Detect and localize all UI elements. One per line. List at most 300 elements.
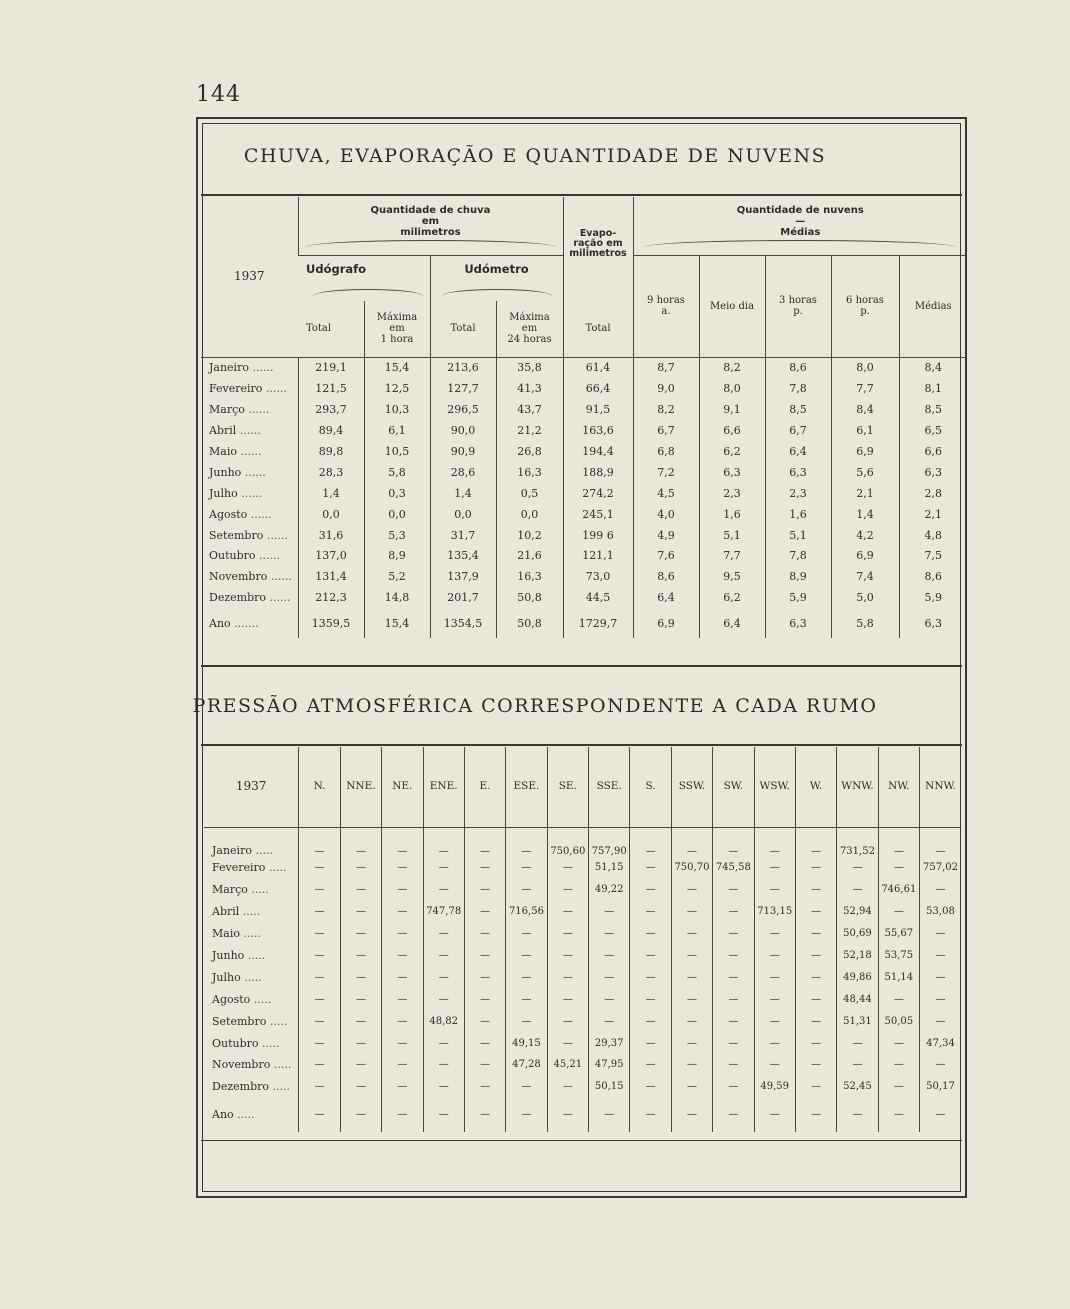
data-cell: — bbox=[713, 1032, 754, 1054]
data-cell: 8,9 bbox=[765, 566, 831, 587]
table-row bbox=[201, 546, 967, 567]
data-cell: — bbox=[340, 966, 381, 988]
data-cell: 194,4 bbox=[563, 441, 633, 462]
data-cell: 9,5 bbox=[699, 566, 765, 587]
data-cell: 6,8 bbox=[633, 441, 699, 462]
data-cell: — bbox=[671, 879, 712, 901]
data-cell: — bbox=[795, 827, 836, 857]
data-cell: — bbox=[464, 1076, 505, 1098]
data-cell: 28,6 bbox=[430, 462, 496, 483]
data-cell: — bbox=[589, 988, 630, 1010]
data-cell: — bbox=[506, 827, 547, 857]
data-cell: — bbox=[754, 1010, 795, 1032]
data-cell: 8,0 bbox=[831, 357, 899, 378]
data-cell: 7,5 bbox=[899, 546, 967, 567]
data-cell: 15,4 bbox=[364, 608, 430, 638]
data-cell: — bbox=[837, 879, 878, 901]
month-label: Novembro ...... bbox=[209, 570, 292, 584]
data-cell: 15,4 bbox=[364, 357, 430, 378]
data-cell: 8,5 bbox=[899, 399, 967, 420]
data-cell: — bbox=[713, 966, 754, 988]
data-cell: 746,61 bbox=[878, 879, 919, 901]
data-cell: 6,4 bbox=[765, 441, 831, 462]
data-cell: 6,3 bbox=[765, 608, 831, 638]
data-cell: 0,0 bbox=[298, 504, 364, 525]
rain-header-line: milimetros bbox=[400, 227, 461, 238]
data-cell: 716,56 bbox=[506, 901, 547, 923]
evap-header-line: ração em bbox=[573, 238, 623, 249]
clouds-header-line: Médias bbox=[780, 227, 821, 238]
data-cell: — bbox=[299, 1032, 340, 1054]
data-cell: — bbox=[589, 1010, 630, 1032]
data-cell: 6,3 bbox=[765, 462, 831, 483]
table-row bbox=[204, 879, 961, 901]
data-cell: — bbox=[382, 857, 423, 879]
data-cell: 21,6 bbox=[496, 546, 563, 567]
direction-header: NW. bbox=[878, 747, 919, 827]
col-total-header: Total bbox=[430, 301, 496, 357]
data-cell: — bbox=[423, 966, 464, 988]
table-row bbox=[204, 945, 961, 967]
data-cell: — bbox=[464, 923, 505, 945]
data-cell: — bbox=[630, 988, 671, 1010]
data-cell: — bbox=[671, 923, 712, 945]
data-cell: 750,70 bbox=[671, 857, 712, 879]
data-cell: — bbox=[878, 857, 919, 879]
data-cell: — bbox=[382, 1076, 423, 1098]
direction-header: NNW. bbox=[920, 747, 962, 827]
data-cell: 89,4 bbox=[298, 420, 364, 441]
section1-title: CHUVA, EVAPORAÇÃO E QUANTIDADE DE NUVENS bbox=[243, 145, 827, 167]
data-cell: — bbox=[754, 923, 795, 945]
data-cell: 1,4 bbox=[298, 483, 364, 504]
data-cell: 296,5 bbox=[430, 399, 496, 420]
data-cell: 0,0 bbox=[430, 504, 496, 525]
data-cell: — bbox=[547, 988, 588, 1010]
month-label: Julho ..... bbox=[212, 970, 262, 984]
udometro-label: Udómetro bbox=[464, 261, 529, 276]
data-cell: 21,2 bbox=[496, 420, 563, 441]
data-cell: 131,4 bbox=[298, 566, 364, 587]
data-cell: 1,4 bbox=[430, 483, 496, 504]
data-cell: 8,4 bbox=[831, 399, 899, 420]
table-row bbox=[204, 966, 961, 988]
data-cell: — bbox=[837, 1098, 878, 1132]
data-cell: — bbox=[423, 988, 464, 1010]
data-cell: — bbox=[754, 879, 795, 901]
divider bbox=[201, 665, 962, 667]
data-cell: 26,8 bbox=[496, 441, 563, 462]
data-cell: — bbox=[754, 827, 795, 857]
data-cell: 188,9 bbox=[563, 462, 633, 483]
data-cell: — bbox=[340, 827, 381, 857]
data-cell: — bbox=[547, 1098, 588, 1132]
data-cell: — bbox=[340, 1098, 381, 1132]
data-cell: 5,8 bbox=[364, 462, 430, 483]
data-cell: — bbox=[547, 879, 588, 901]
data-cell: 6,9 bbox=[831, 546, 899, 567]
direction-header: E. bbox=[464, 747, 505, 827]
data-cell: 5,1 bbox=[699, 525, 765, 546]
data-cell: — bbox=[671, 1054, 712, 1076]
data-cell: — bbox=[506, 945, 547, 967]
data-cell: 293,7 bbox=[298, 399, 364, 420]
divider bbox=[201, 744, 962, 746]
data-cell: — bbox=[878, 1054, 919, 1076]
data-cell: 4,2 bbox=[831, 525, 899, 546]
data-cell: — bbox=[340, 901, 381, 923]
data-cell: — bbox=[589, 901, 630, 923]
data-cell: — bbox=[464, 1032, 505, 1054]
data-cell: 1,6 bbox=[765, 504, 831, 525]
data-cell: — bbox=[754, 945, 795, 967]
col-3h-line: p. bbox=[793, 306, 803, 317]
month-label: Janeiro ..... bbox=[212, 844, 273, 857]
table-row bbox=[204, 1010, 961, 1032]
evap-header-line: milimetros bbox=[569, 248, 627, 259]
data-cell: 5,9 bbox=[899, 587, 967, 608]
data-cell: 6,6 bbox=[699, 420, 765, 441]
data-cell: 121,1 bbox=[563, 546, 633, 567]
data-cell: 8,4 bbox=[899, 357, 967, 378]
data-cell: — bbox=[671, 1076, 712, 1098]
month-label: Outubro ...... bbox=[209, 549, 281, 563]
data-cell: — bbox=[382, 966, 423, 988]
data-cell: — bbox=[713, 901, 754, 923]
data-cell: 66,4 bbox=[563, 378, 633, 399]
direction-header: WNW. bbox=[837, 747, 878, 827]
month-label: Novembro ..... bbox=[212, 1058, 292, 1072]
data-cell: — bbox=[340, 879, 381, 901]
col-9h-line: 9 horas bbox=[647, 295, 685, 306]
data-cell: — bbox=[671, 1032, 712, 1054]
col-6h-line: 6 horas bbox=[846, 295, 884, 306]
pressure-by-direction-table bbox=[204, 747, 961, 1132]
data-cell: — bbox=[299, 988, 340, 1010]
data-cell: 757,90 bbox=[589, 827, 630, 857]
data-cell: — bbox=[671, 966, 712, 988]
data-cell: — bbox=[920, 879, 962, 901]
data-cell: 10,3 bbox=[364, 399, 430, 420]
month-label: Julho ...... bbox=[209, 486, 263, 500]
data-cell: — bbox=[464, 945, 505, 967]
month-label: Agosto ..... bbox=[212, 992, 272, 1006]
month-label: Abril ..... bbox=[212, 905, 261, 919]
data-cell: 7,8 bbox=[765, 546, 831, 567]
data-cell: 31,7 bbox=[430, 525, 496, 546]
data-cell: — bbox=[299, 1098, 340, 1132]
data-cell: 7,2 bbox=[633, 462, 699, 483]
table-row bbox=[201, 357, 967, 378]
month-label: Fevereiro ..... bbox=[212, 861, 287, 875]
data-cell: — bbox=[837, 1054, 878, 1076]
data-cell: 90,0 bbox=[430, 420, 496, 441]
evap-header-line: Evapo- bbox=[579, 228, 617, 239]
month-label: Ano ....... bbox=[209, 616, 259, 630]
data-cell: 0,0 bbox=[364, 504, 430, 525]
table-row bbox=[201, 483, 967, 504]
direction-header: NE. bbox=[382, 747, 423, 827]
data-cell: 51,31 bbox=[837, 1010, 878, 1032]
data-cell: — bbox=[630, 923, 671, 945]
data-cell: — bbox=[299, 857, 340, 879]
data-cell: — bbox=[878, 1032, 919, 1054]
direction-header: S. bbox=[630, 747, 671, 827]
data-cell: — bbox=[382, 1032, 423, 1054]
data-cell: — bbox=[713, 923, 754, 945]
year-total-row bbox=[201, 608, 967, 638]
direction-header: SSW. bbox=[671, 747, 712, 827]
data-cell: 5,8 bbox=[831, 608, 899, 638]
data-cell: 137,9 bbox=[430, 566, 496, 587]
month-label: Junho ..... bbox=[212, 949, 266, 962]
data-cell: — bbox=[423, 945, 464, 967]
rain-header-line: Quantidade de chuva bbox=[370, 205, 491, 216]
month-label: Março ..... bbox=[212, 883, 269, 897]
data-cell: — bbox=[795, 879, 836, 901]
direction-header: SSE. bbox=[589, 747, 630, 827]
data-cell: — bbox=[795, 901, 836, 923]
data-cell: — bbox=[671, 1010, 712, 1032]
data-cell: 7,7 bbox=[831, 378, 899, 399]
data-cell: 50,17 bbox=[920, 1076, 962, 1098]
data-cell: 137,0 bbox=[298, 546, 364, 567]
month-label: Abril ...... bbox=[209, 424, 261, 438]
data-cell: 6,3 bbox=[699, 462, 765, 483]
data-cell: 9,0 bbox=[633, 378, 699, 399]
data-cell: — bbox=[795, 988, 836, 1010]
data-cell: — bbox=[630, 827, 671, 857]
data-cell: 61,4 bbox=[563, 357, 633, 378]
direction-header: WSW. bbox=[754, 747, 795, 827]
data-cell: 6,7 bbox=[633, 420, 699, 441]
data-cell: — bbox=[630, 945, 671, 967]
table-row bbox=[204, 1076, 961, 1098]
divider bbox=[201, 1140, 962, 1141]
data-cell: 6,1 bbox=[831, 420, 899, 441]
data-cell: 90,9 bbox=[430, 441, 496, 462]
data-cell: — bbox=[464, 966, 505, 988]
section2-title: PRESSÃO ATMOSFÉRICA CORRESPONDENTE A CADA RUMO bbox=[192, 695, 878, 717]
data-cell: 51,14 bbox=[878, 966, 919, 988]
data-cell: 8,6 bbox=[765, 357, 831, 378]
year-header: 1937 bbox=[233, 269, 265, 284]
data-cell: — bbox=[423, 1076, 464, 1098]
table-row bbox=[201, 462, 967, 483]
col-means-header: Médias bbox=[899, 255, 967, 357]
data-cell: — bbox=[547, 857, 588, 879]
data-cell: — bbox=[382, 901, 423, 923]
table-row bbox=[204, 901, 961, 923]
data-cell: — bbox=[795, 1010, 836, 1032]
col-max24h-header bbox=[496, 301, 563, 357]
data-cell: 6,9 bbox=[633, 608, 699, 638]
data-cell: 163,6 bbox=[563, 420, 633, 441]
data-cell: — bbox=[671, 901, 712, 923]
data-cell: — bbox=[671, 988, 712, 1010]
direction-header: ESE. bbox=[506, 747, 547, 827]
data-cell: — bbox=[920, 988, 962, 1010]
data-cell: — bbox=[506, 966, 547, 988]
data-cell: — bbox=[589, 945, 630, 967]
udografo-label: Udógrafo bbox=[306, 261, 367, 276]
data-cell: — bbox=[382, 879, 423, 901]
table-row bbox=[201, 399, 967, 420]
data-cell: 245,1 bbox=[563, 504, 633, 525]
clouds-header-line: — bbox=[795, 216, 806, 227]
data-cell: — bbox=[423, 879, 464, 901]
data-cell: — bbox=[837, 857, 878, 879]
data-cell: — bbox=[795, 966, 836, 988]
data-cell: 49,86 bbox=[837, 966, 878, 988]
data-cell: 6,6 bbox=[899, 441, 967, 462]
data-cell: — bbox=[340, 1010, 381, 1032]
data-cell: 53,75 bbox=[878, 945, 919, 967]
data-cell: — bbox=[506, 1010, 547, 1032]
data-cell: 5,6 bbox=[831, 462, 899, 483]
data-cell: — bbox=[423, 857, 464, 879]
data-cell: 5,2 bbox=[364, 566, 430, 587]
data-cell: — bbox=[506, 1076, 547, 1098]
data-cell: 16,3 bbox=[496, 566, 563, 587]
table-row bbox=[204, 1054, 961, 1076]
data-cell: 43,7 bbox=[496, 399, 563, 420]
data-cell: 50,8 bbox=[496, 587, 563, 608]
max1-line: em bbox=[389, 323, 405, 335]
data-cell: — bbox=[713, 945, 754, 967]
data-cell: — bbox=[423, 1098, 464, 1132]
data-cell: 713,15 bbox=[754, 901, 795, 923]
data-cell: 8,5 bbox=[765, 399, 831, 420]
data-cell: 50,15 bbox=[589, 1076, 630, 1098]
data-cell: 31,6 bbox=[298, 525, 364, 546]
data-cell: — bbox=[423, 1032, 464, 1054]
data-cell: — bbox=[630, 1076, 671, 1098]
data-cell: 6,4 bbox=[699, 608, 765, 638]
data-cell: 8,9 bbox=[364, 546, 430, 567]
data-cell: 201,7 bbox=[430, 587, 496, 608]
data-cell: — bbox=[713, 827, 754, 857]
data-cell: — bbox=[423, 827, 464, 857]
data-cell: 7,4 bbox=[831, 566, 899, 587]
data-cell: 750,60 bbox=[547, 827, 588, 857]
month-label: Ano ..... bbox=[212, 1108, 255, 1122]
month-label: Dezembro ...... bbox=[209, 591, 291, 605]
data-cell: 274,2 bbox=[563, 483, 633, 504]
data-cell: — bbox=[630, 1010, 671, 1032]
data-cell: — bbox=[464, 827, 505, 857]
data-cell: — bbox=[340, 1054, 381, 1076]
direction-header: N. bbox=[299, 747, 340, 827]
data-cell: 8,6 bbox=[899, 566, 967, 587]
data-cell: — bbox=[464, 901, 505, 923]
data-cell: 50,8 bbox=[496, 608, 563, 638]
data-cell: — bbox=[547, 1076, 588, 1098]
data-cell: — bbox=[547, 966, 588, 988]
data-cell: 1354,5 bbox=[430, 608, 496, 638]
data-cell: 6,9 bbox=[831, 441, 899, 462]
month-label: Maio ..... bbox=[212, 927, 261, 941]
data-cell: — bbox=[754, 857, 795, 879]
data-cell: — bbox=[713, 879, 754, 901]
data-cell: 50,69 bbox=[837, 923, 878, 945]
data-cell: 8,2 bbox=[633, 399, 699, 420]
data-cell: 127,7 bbox=[430, 378, 496, 399]
data-cell: 4,8 bbox=[899, 525, 967, 546]
col-midday-header: Meio dia bbox=[699, 255, 765, 357]
max24-line: 24 horas bbox=[507, 334, 552, 346]
rain-header-line: em bbox=[421, 216, 440, 227]
data-cell: 91,5 bbox=[563, 399, 633, 420]
data-cell: — bbox=[547, 1032, 588, 1054]
data-cell: — bbox=[671, 827, 712, 857]
data-cell: — bbox=[464, 988, 505, 1010]
data-cell: — bbox=[382, 1098, 423, 1132]
divider bbox=[201, 194, 962, 196]
data-cell: — bbox=[547, 945, 588, 967]
table-row bbox=[201, 566, 967, 587]
data-cell: 757,02 bbox=[920, 857, 962, 879]
month-label: Setembro ..... bbox=[212, 1014, 288, 1028]
data-cell: 5,9 bbox=[765, 587, 831, 608]
data-cell: — bbox=[299, 901, 340, 923]
data-cell: 45,21 bbox=[547, 1054, 588, 1076]
data-cell: 49,59 bbox=[754, 1076, 795, 1098]
data-cell: — bbox=[920, 1010, 962, 1032]
data-cell: — bbox=[920, 945, 962, 967]
data-cell: — bbox=[630, 901, 671, 923]
data-cell: — bbox=[795, 923, 836, 945]
table-row bbox=[201, 504, 967, 525]
data-cell: — bbox=[299, 827, 340, 857]
table-row bbox=[201, 420, 967, 441]
data-cell: — bbox=[299, 966, 340, 988]
data-cell: — bbox=[920, 923, 962, 945]
data-cell: — bbox=[713, 1054, 754, 1076]
month-label: Dezembro ..... bbox=[212, 1080, 290, 1094]
data-cell: — bbox=[630, 857, 671, 879]
data-cell: — bbox=[340, 1032, 381, 1054]
data-cell: 14,8 bbox=[364, 587, 430, 608]
data-cell: — bbox=[837, 1032, 878, 1054]
data-cell: — bbox=[340, 1076, 381, 1098]
data-cell: — bbox=[340, 988, 381, 1010]
data-cell: — bbox=[382, 988, 423, 1010]
data-cell: — bbox=[920, 1098, 962, 1132]
data-cell: — bbox=[920, 1054, 962, 1076]
data-cell: — bbox=[340, 945, 381, 967]
data-cell: 48,44 bbox=[837, 988, 878, 1010]
data-cell: 10,2 bbox=[496, 525, 563, 546]
data-cell: 5,3 bbox=[364, 525, 430, 546]
data-cell: — bbox=[464, 1054, 505, 1076]
data-cell: — bbox=[713, 1098, 754, 1132]
data-cell: 4,5 bbox=[633, 483, 699, 504]
data-cell: 6,2 bbox=[699, 441, 765, 462]
data-cell: — bbox=[299, 1054, 340, 1076]
data-cell: 47,28 bbox=[506, 1054, 547, 1076]
data-cell: 1359,5 bbox=[298, 608, 364, 638]
table-row bbox=[204, 827, 961, 857]
data-cell: — bbox=[299, 879, 340, 901]
data-cell: 4,0 bbox=[633, 504, 699, 525]
data-cell: 49,15 bbox=[506, 1032, 547, 1054]
evaporation-header bbox=[563, 197, 633, 301]
data-cell: — bbox=[464, 1010, 505, 1032]
udografo-header bbox=[298, 255, 430, 301]
month-label: Janeiro ...... bbox=[201, 357, 298, 378]
data-cell: — bbox=[382, 945, 423, 967]
